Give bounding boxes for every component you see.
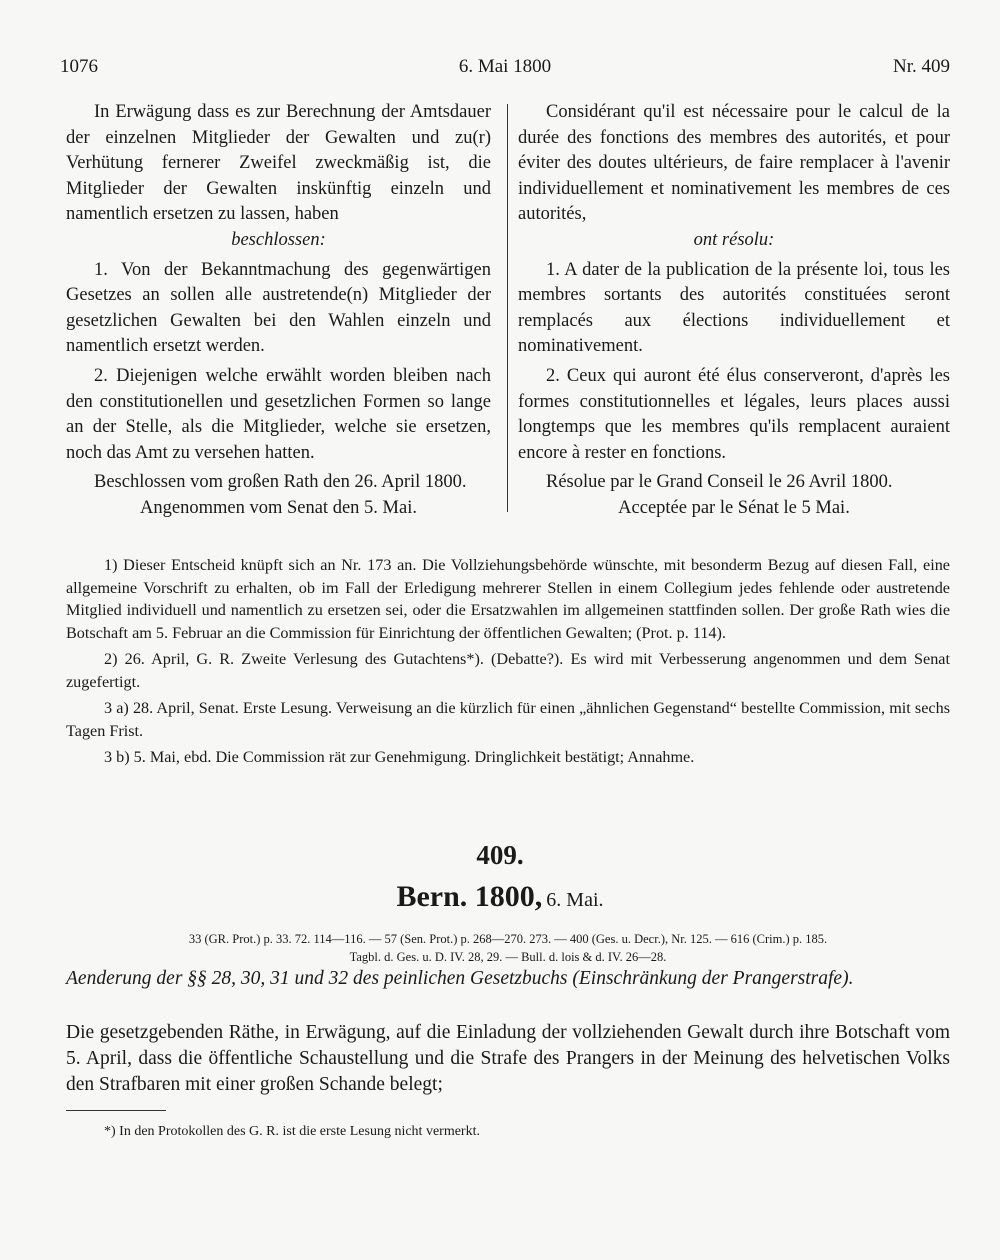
document-subject: Aenderung der §§ 28, 30, 31 und 32 des peinlichen Gesetzbuchs (Einschränkung der Prangerstrafe). xyxy=(66,968,854,989)
german-resolved: beschlossen: xyxy=(231,229,326,250)
editorial-notes xyxy=(66,554,950,773)
document-place-year: Bern. 1800, xyxy=(396,880,543,913)
source-references xyxy=(66,930,950,966)
french-article-1: 1. A dater de la publication de la présente loi, tous les membres sortants des autorités constituées seront remplacés aux élections individuellement et nominativement. xyxy=(518,259,950,357)
french-preamble: Considérant qu'il est nécessaire pour le calcul de la durée des fonctions des membres des autorités, et pour éviter des doutes ultérieurs, de faire remplacer à l'avenir individuellement et nominativement les membres de ces autorités, xyxy=(518,102,950,225)
header-doc-ref: Nr. 409 xyxy=(893,56,950,77)
references-line-2: Tagbl. d. Ges. u. D. IV. 28, 29. — Bull. d. lois & d. IV. 26—28. xyxy=(349,950,667,964)
references-line-1: 33 (GR. Prot.) p. 33. 72. 114—116. — 57 (Sen. Prot.) p. 268—270. 273. — 400 (Ges. u. Decr.), Nr. 125. — 616 (Crim.) p. 185. xyxy=(188,932,828,946)
footnote: *) In den Protokollen des G. R. ist die erste Lesung nicht vermerkt. xyxy=(104,1124,480,1139)
header-date: 6. Mai 1800 xyxy=(458,56,552,77)
german-closing-senate: Angenommen vom Senat den 5. Mai. xyxy=(140,497,417,518)
page-number: 1076 xyxy=(60,56,98,77)
german-preamble: In Erwägung dass es zur Berechnung der Amtsdauer der einzelnen Mitglieder der Gewalten und zu(r) Verhütung fernerer Zweifel zweckmäßig ist, die Mitglieder der Gewalten inskünftig einzeln und namentlich ersetzen zu lassen, haben xyxy=(66,102,491,225)
document-day: 6. Mai. xyxy=(546,889,604,911)
german-column xyxy=(66,100,491,522)
note-3b: 3 b) 5. Mai, ebd. Die Commission rät zur Genehmigung. Dringlichkeit bestätigt; Annahme. xyxy=(104,748,695,766)
column-divider xyxy=(507,104,508,512)
note-1: 1) Dieser Entscheid knüpft sich an Nr. 173 an. Die Vollziehungsbehörde wünschte, mit besonderm Bezug auf diesen Fall, eine allgemeine Vorschrift zu erhalten, ob im Fall der Erledigung mehrerer Stellen in einem Collegium jedes fehlende oder austretende Mitglied individuell und namentlich zu ersetzen sei, oder die Ersatzwahlen im allgemeinen stattfinden sollen. Der große Rath wies die Botschaft am 5. Februar an die Commission für Einrichtung der öffentlichen Gewalten; (Prot. p. 114). xyxy=(66,556,950,642)
french-closing-council: Résolue par le Grand Conseil le 26 Avril 1800. xyxy=(546,472,893,493)
document-number: 409. xyxy=(476,840,524,870)
note-3a: 3 a) 28. April, Senat. Erste Lesung. Verweisung an die kürzlich für einen „ähnlichen Gegenstand“ bestellte Commission, mit sechs Tagen Frist. xyxy=(66,699,950,740)
german-closing-council: Beschlossen vom großen Rath den 26. April 1800. xyxy=(94,472,467,493)
french-resolved: ont résolu: xyxy=(693,229,775,250)
french-column xyxy=(518,100,950,522)
document-body: Die gesetzgebenden Räthe, in Erwägung, auf die Einladung der vollziehenden Gewalt durch ihre Botschaft vom 5. April, dass die öffentliche Schaustellung und die Strafe des Prangers in der Meinung des helvetischen Volks den Strafbaren mit einer großen Schande belegt; xyxy=(66,1022,950,1095)
document-title xyxy=(0,880,1000,914)
french-closing-senate: Acceptée par le Sénat le 5 Mai. xyxy=(618,497,850,518)
german-article-2: 2. Diejenigen welche erwählt worden bleiben nach den constitutionellen und gesetzlichen Formen so lange an der Stelle, als die Mitglieder, welche sie ersetzen, noch das Amt zu versehen hatten. xyxy=(66,365,491,463)
french-article-2: 2. Ceux qui auront été élus conserveront, d'après les formes constitutionnelles et légales, leurs places aussi longtemps que les membres qu'ils remplacent auraient encore à rester en fonctions. xyxy=(518,365,950,463)
footnote-rule xyxy=(66,1110,166,1111)
german-article-1: 1. Von der Bekanntmachung des gegenwärtigen Gesetzes an sollen alle austretende(n) Mitglieder der gesetzlichen Gewalten bei den Wahlen einzeln und namentlich ersetzt werden. xyxy=(66,259,491,357)
page-header xyxy=(60,56,950,86)
note-2: 2) 26. April, G. R. Zweite Verlesung des Gutachtens*). (Debatte?). Es wird mit Verbesserung angenommen und dem Senat zugefertigt. xyxy=(66,650,950,691)
